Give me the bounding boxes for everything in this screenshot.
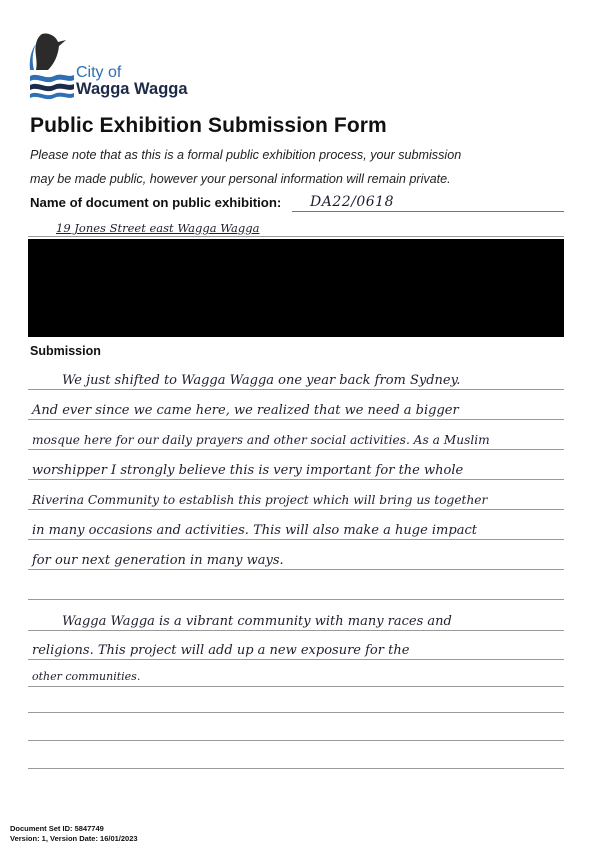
submission-label: Submission (30, 344, 101, 358)
intro-text-line-2: may be made public, however your personal information will remain private. (30, 172, 451, 186)
council-logo (28, 30, 203, 105)
ruled-line (28, 569, 564, 570)
submission-line-11[interactable]: other communities. (32, 670, 141, 683)
logo-wordmark (76, 64, 188, 98)
document-set-id: Document Set ID: 5847749 (10, 824, 104, 833)
logo-line-wagga: Wagga Wagga (76, 80, 188, 98)
redacted-personal-info (28, 239, 564, 337)
form-title: Public Exhibition Submission Form (30, 114, 387, 137)
submission-line-5[interactable]: Riverina Community to establish this project which will bring us together (32, 493, 488, 507)
ruled-line (28, 599, 564, 600)
submission-line-1[interactable]: We just shifted to Wagga Wagga one year back from Sydney. (62, 373, 461, 388)
address-value[interactable]: 19 Jones Street east Wagga Wagga (56, 221, 260, 235)
ruled-line (28, 419, 564, 420)
ruled-line (28, 509, 564, 510)
address-rule (28, 236, 564, 237)
submission-line-3[interactable]: mosque here for our daily prayers and other social activities. As a Muslim (32, 433, 490, 447)
submission-line-7[interactable]: for our next generation in many ways. (32, 553, 284, 568)
document-name-label: Name of document on public exhibition: (30, 195, 282, 210)
submission-line-6[interactable]: in many occasions and activities. This will also make a huge impact (32, 523, 477, 538)
submission-line-9[interactable]: Wagga Wagga is a vibrant community with many races and (62, 614, 452, 629)
logo-line-city: City of (76, 64, 122, 81)
ruled-line (28, 686, 564, 687)
ruled-line (28, 539, 564, 540)
ruled-line (28, 630, 564, 631)
ruled-line (28, 389, 564, 390)
ruled-line (28, 479, 564, 480)
submission-line-4[interactable]: worshipper I strongly believe this is very important for the whole (32, 463, 464, 478)
document-name-value[interactable]: DA22/0618 (310, 194, 394, 210)
intro-text-line-1: Please note that as this is a formal public exhibition process, your submission (30, 148, 462, 162)
document-name-rule (292, 211, 564, 212)
city-of-wagga-wagga-bird-logo-icon (28, 30, 76, 102)
submission-line-2[interactable]: And ever since we came here, we realized that we need a bigger (32, 403, 459, 418)
document-footer (10, 824, 138, 844)
ruled-line (28, 768, 564, 769)
ruled-line (28, 740, 564, 741)
document-version: Version: 1, Version Date: 16/01/2023 (10, 834, 138, 843)
ruled-line (28, 449, 564, 450)
submission-line-10[interactable]: religions. This project will add up a new exposure for the (32, 643, 410, 658)
ruled-line (28, 659, 564, 660)
ruled-line (28, 712, 564, 713)
